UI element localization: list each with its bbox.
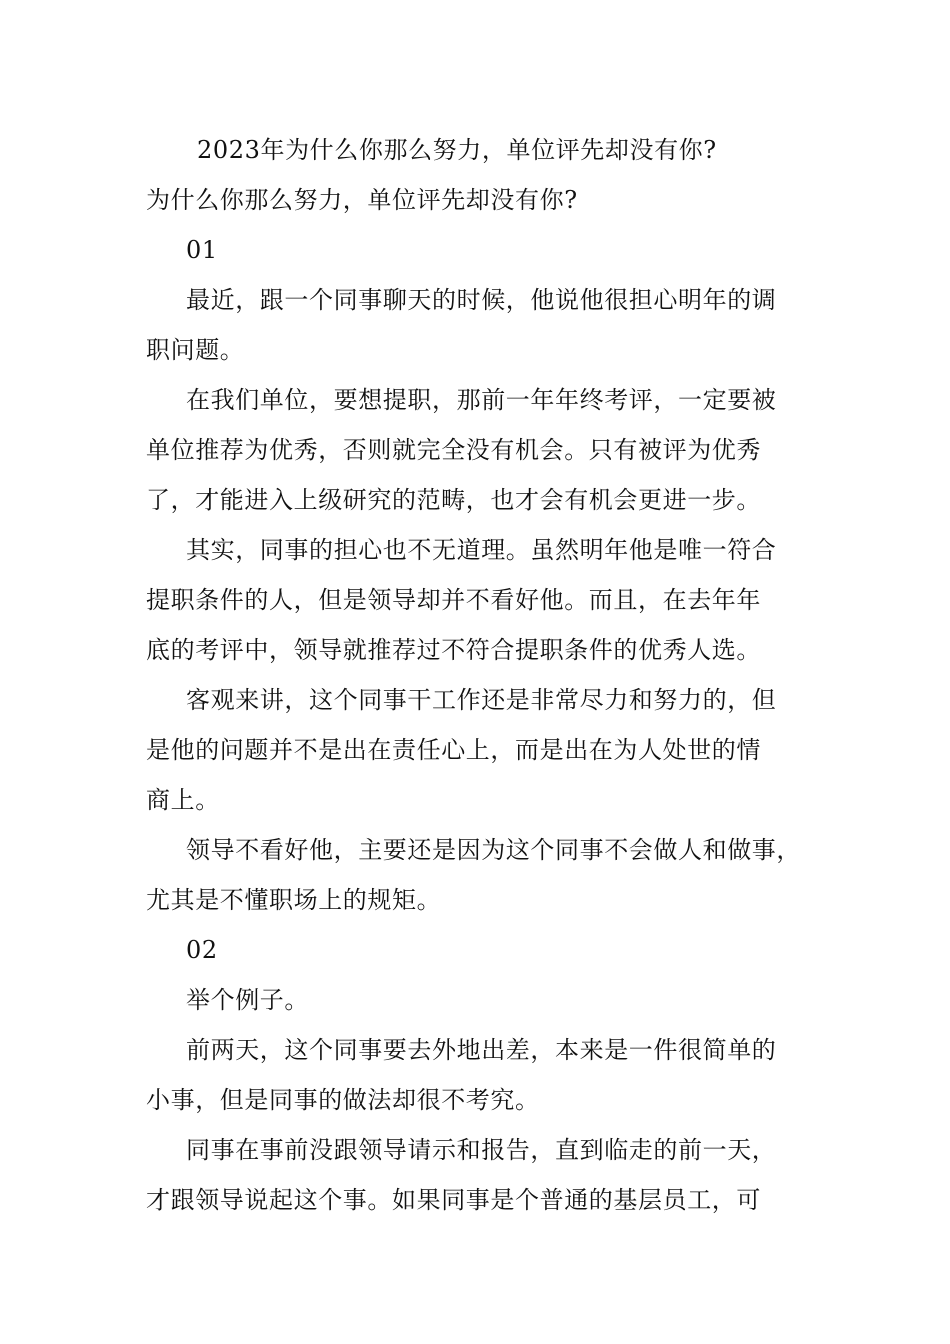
document-title: 2023年为什么你那么努力，单位评先却没有你? [197, 136, 717, 164]
paragraph-line: 职问题。 [146, 336, 245, 364]
paragraph-line: 举个例子。 [186, 986, 309, 1014]
paragraph-line: 底的考评中，领导就推荐过不符合提职条件的优秀人选。 [146, 636, 761, 664]
paragraph-line: 在我们单位，要想提职，那前一年年终考评，一定要被 [186, 386, 777, 414]
subtitle-line: 为什么你那么努力，单位评先却没有你? [146, 186, 578, 214]
paragraph-line: 单位推荐为优秀，否则就完全没有机会。只有被评为优秀 [146, 436, 761, 464]
paragraph-line: 才跟领导说起这个事。如果同事是个普通的基层员工，可 [146, 1186, 761, 1214]
paragraph-line: 客观来讲，这个同事干工作还是非常尽力和努力的，但 [186, 686, 777, 714]
section-number-02: 02 [186, 936, 218, 964]
paragraph-line: 小事，但是同事的做法却很不考究。 [146, 1086, 540, 1114]
paragraph-line: 是他的问题并不是出在责任心上，而是出在为人处世的情 [146, 736, 761, 764]
section-number-01: 01 [186, 236, 218, 264]
paragraph-line: 领导不看好他，主要还是因为这个同事不会做人和做事， [186, 836, 801, 864]
paragraph-line: 商上。 [146, 786, 220, 814]
paragraph-line: 最近，跟一个同事聊天的时候，他说他很担心明年的调 [186, 286, 777, 314]
paragraph-line: 提职条件的人，但是领导却并不看好他。而且，在去年年 [146, 586, 761, 614]
paragraph-line: 同事在事前没跟领导请示和报告，直到临走的前一天， [186, 1136, 777, 1164]
paragraph-line: 了，才能进入上级研究的范畴，也才会有机会更进一步。 [146, 486, 761, 514]
paragraph-line: 其实，同事的担心也不无道理。虽然明年他是唯一符合 [186, 536, 777, 564]
paragraph-line: 尤其是不懂职场上的规矩。 [146, 886, 442, 914]
paragraph-line: 前两天，这个同事要去外地出差，本来是一件很简单的 [186, 1036, 777, 1064]
